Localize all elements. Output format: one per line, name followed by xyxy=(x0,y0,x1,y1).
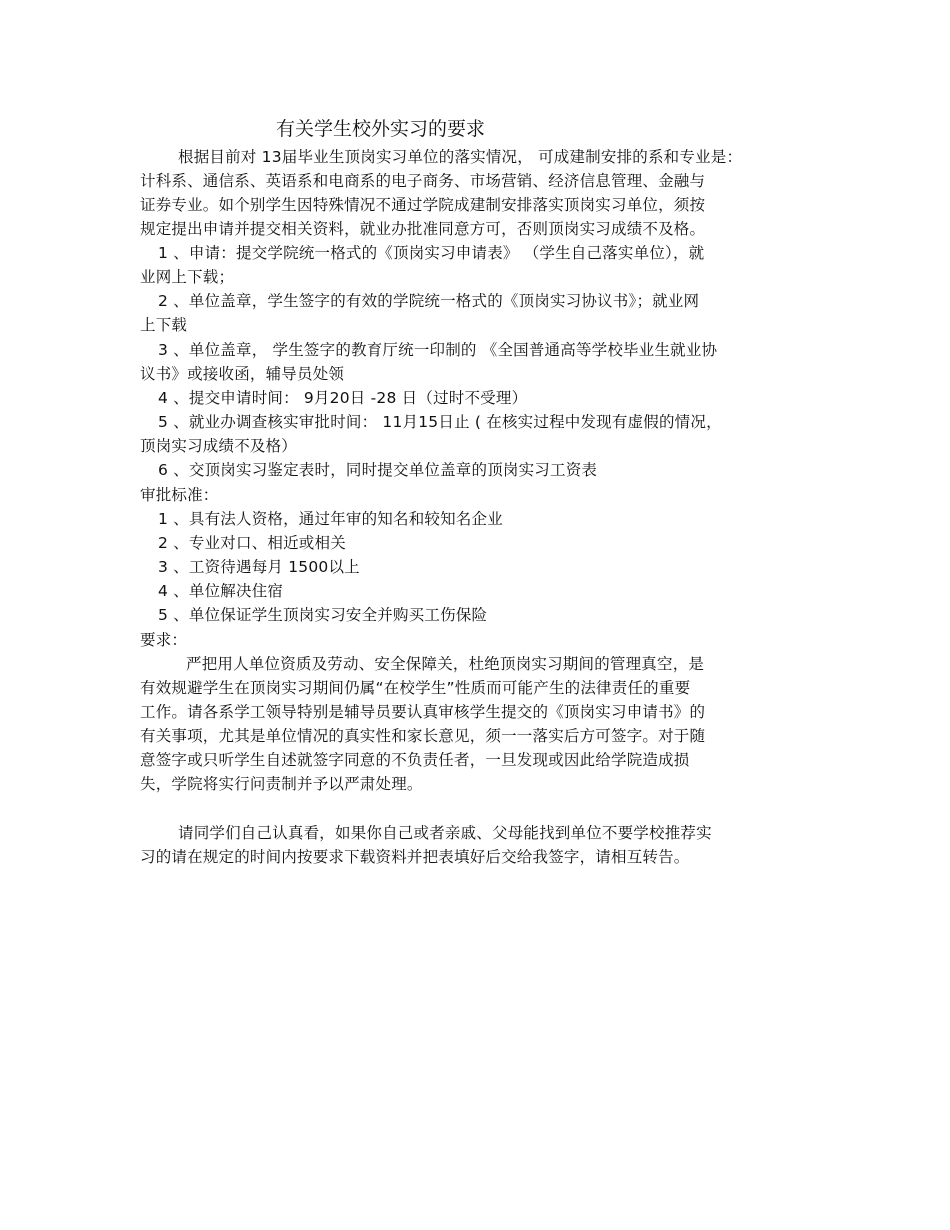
text-line: 严把用人单位资质及劳动、安全保障关，杜绝顶岗实习期间的管理真空，是 xyxy=(186,655,705,673)
section-heading: 审批标准： xyxy=(140,486,219,504)
text-line: 证券专业。如个别学生因特殊情况不通过学院成建制安排落实顶岗实习单位，须按 xyxy=(140,196,706,214)
text-line: 意签字或只听学生自述就签字同意的不负责任者，一旦发现或因此给学院造成损 xyxy=(140,751,690,769)
text-line: 5 、就业办调查核实审批时间： 11月15日止 ( 在核实过程中发现有虚假的情况， xyxy=(158,413,722,431)
text-line: 议书》或接收函，辅导员处领 xyxy=(140,365,345,383)
text-line: 1 、具有法人资格，通过年审的知名和较知名企业 xyxy=(158,510,503,528)
text-line: 上下载 xyxy=(140,316,188,334)
text-line: 6 、交顶岗实习鉴定表时，同时提交单位盖章的顶岗实习工资表 xyxy=(158,461,598,479)
document-title: 有关学生校外实习的要求 xyxy=(276,118,486,140)
text-line: 4 、提交申请时间： 9月20日 -28 日（过时不受理） xyxy=(158,389,528,407)
section-heading: 要求： xyxy=(140,631,188,649)
text-line: 习的请在规定的时间内按要求下载资料并把表填好后交给我签字，请相互转告。 xyxy=(140,848,690,866)
text-line: 业网上下载； xyxy=(140,268,235,286)
text-line: 3 、工资待遇每月 1500以上 xyxy=(158,558,360,576)
text-line: 5 、单位保证学生顶岗实习安全并购买工伤保险 xyxy=(158,606,488,624)
text-line: 请同学们自己认真看，如果你自己或者亲戚、父母能找到单位不要学校推荐实 xyxy=(178,824,712,842)
text-line: 2 、专业对口、相近或相关 xyxy=(158,534,346,552)
text-line: 2 、单位盖章，学生签字的有效的学院统一格式的《顶岗实习协议书》；就业网 xyxy=(158,292,700,310)
text-line: 有关事项，尤其是单位情况的真实性和家长意见，须一一落实后方可签字。对于随 xyxy=(140,727,706,745)
text-line: 顶岗实习成绩不及格） xyxy=(140,437,298,455)
text-line: 失，学院将实行问责制并予以严肃处理。 xyxy=(140,775,423,793)
text-line: 4 、单位解决住宿 xyxy=(158,582,284,600)
text-line: 根据目前对 13届毕业生顶岗实习单位的落实情况， 可成建制安排的系和专业是： xyxy=(178,148,743,166)
text-line: 计科系、通信系、英语系和电商系的电子商务、市场营销、经济信息管理、金融与 xyxy=(140,172,706,190)
text-line: 规定提出申请并提交相关资料，就业办批准同意方可，否则顶岗实习成绩不及格。 xyxy=(140,220,706,238)
text-line: 3 、单位盖章， 学生签字的教育厅统一印制的 《全国普通高等学校毕业生就业协 xyxy=(158,341,718,359)
text-line: 工作。请各系学工领导特别是辅导员要认真审核学生提交的《顶岗实习申请书》的 xyxy=(140,703,706,721)
text-line: 有效规避学生在顶岗实习期间仍属“在校学生”性质而可能产生的法律责任的重要 xyxy=(140,679,691,697)
text-line: 1 、申请：提交学院统一格式的《顶岗实习申请表》 （学生自己落实单位），就 xyxy=(158,244,705,262)
